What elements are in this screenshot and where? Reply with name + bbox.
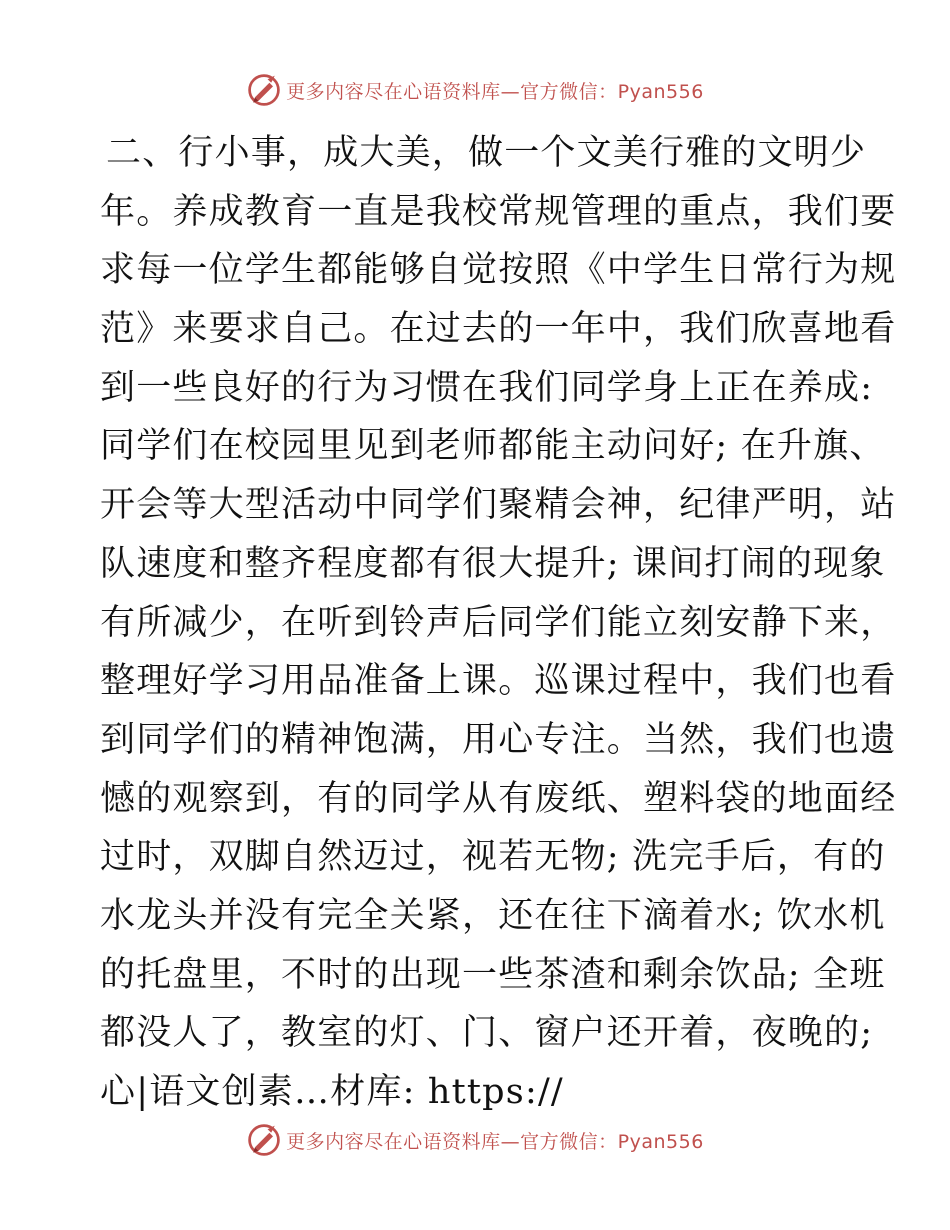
wechat-id: Pyan556 <box>617 80 704 103</box>
logo-icon <box>246 1122 282 1158</box>
text-line: 憾的观察到，有的同学从有废纸、塑料袋的地面经 <box>100 778 897 819</box>
wechat-id: Pyan556 <box>617 1130 704 1153</box>
text-line: 开会等大型活动中同学们聚精会神，纪律严明，站 <box>100 485 897 526</box>
text-line: 心|语文创素…材库: https:// <box>100 1072 564 1112</box>
text-line: 队速度和整齐程度都有很大提升; 课间打闹的现象 <box>100 543 886 584</box>
footer-banner <box>0 1120 950 1160</box>
text-line: 都没人了，教室的灯、门、窗户还开着，夜晚的; <box>100 1013 874 1054</box>
text-line: 有所减少，在听到铃声后同学们能立刻安静下来， <box>100 602 897 643</box>
banner-text: 更多内容尽在心语资料库—官方微信：Pyan556 <box>286 1130 704 1153</box>
text-line: 求每一位学生都能够自觉按照《中学生日常行为规 <box>100 250 897 291</box>
text-line: 水龙头并没有完全关紧，还在往下滴着水; 饮水机 <box>100 895 886 936</box>
text-line: 到一些良好的行为习惯在我们同学身上正在养成: <box>100 367 874 408</box>
header-banner <box>0 70 950 110</box>
banner-text: 更多内容尽在心语资料库—官方微信：Pyan556 <box>286 80 704 103</box>
text-line: 过时，双脚自然迈过，视若无物; 洗完手后，有的 <box>100 837 886 878</box>
text-line: 范》来要求自己。在过去的一年中，我们欣喜地看 <box>100 309 897 350</box>
text-line: 到同学们的精神饱满，用心专注。当然，我们也遗 <box>100 719 897 760</box>
text-line: 年。养成教育一直是我校常规管理的重点，我们要 <box>100 191 897 232</box>
document-body <box>100 124 897 1122</box>
text-line: 整理好学习用品准备上课。巡课过程中，我们也看 <box>100 661 897 702</box>
text-line: 的托盘里，不时的出现一些茶渣和剩余饮品; 全班 <box>100 954 886 995</box>
text-line: 同学们在校园里见到老师都能主动问好; 在升旗、 <box>100 426 886 467</box>
logo-icon <box>246 72 282 108</box>
text-line: 二、行小事，成大美，做一个文美行雅的文明少 <box>106 133 867 173</box>
